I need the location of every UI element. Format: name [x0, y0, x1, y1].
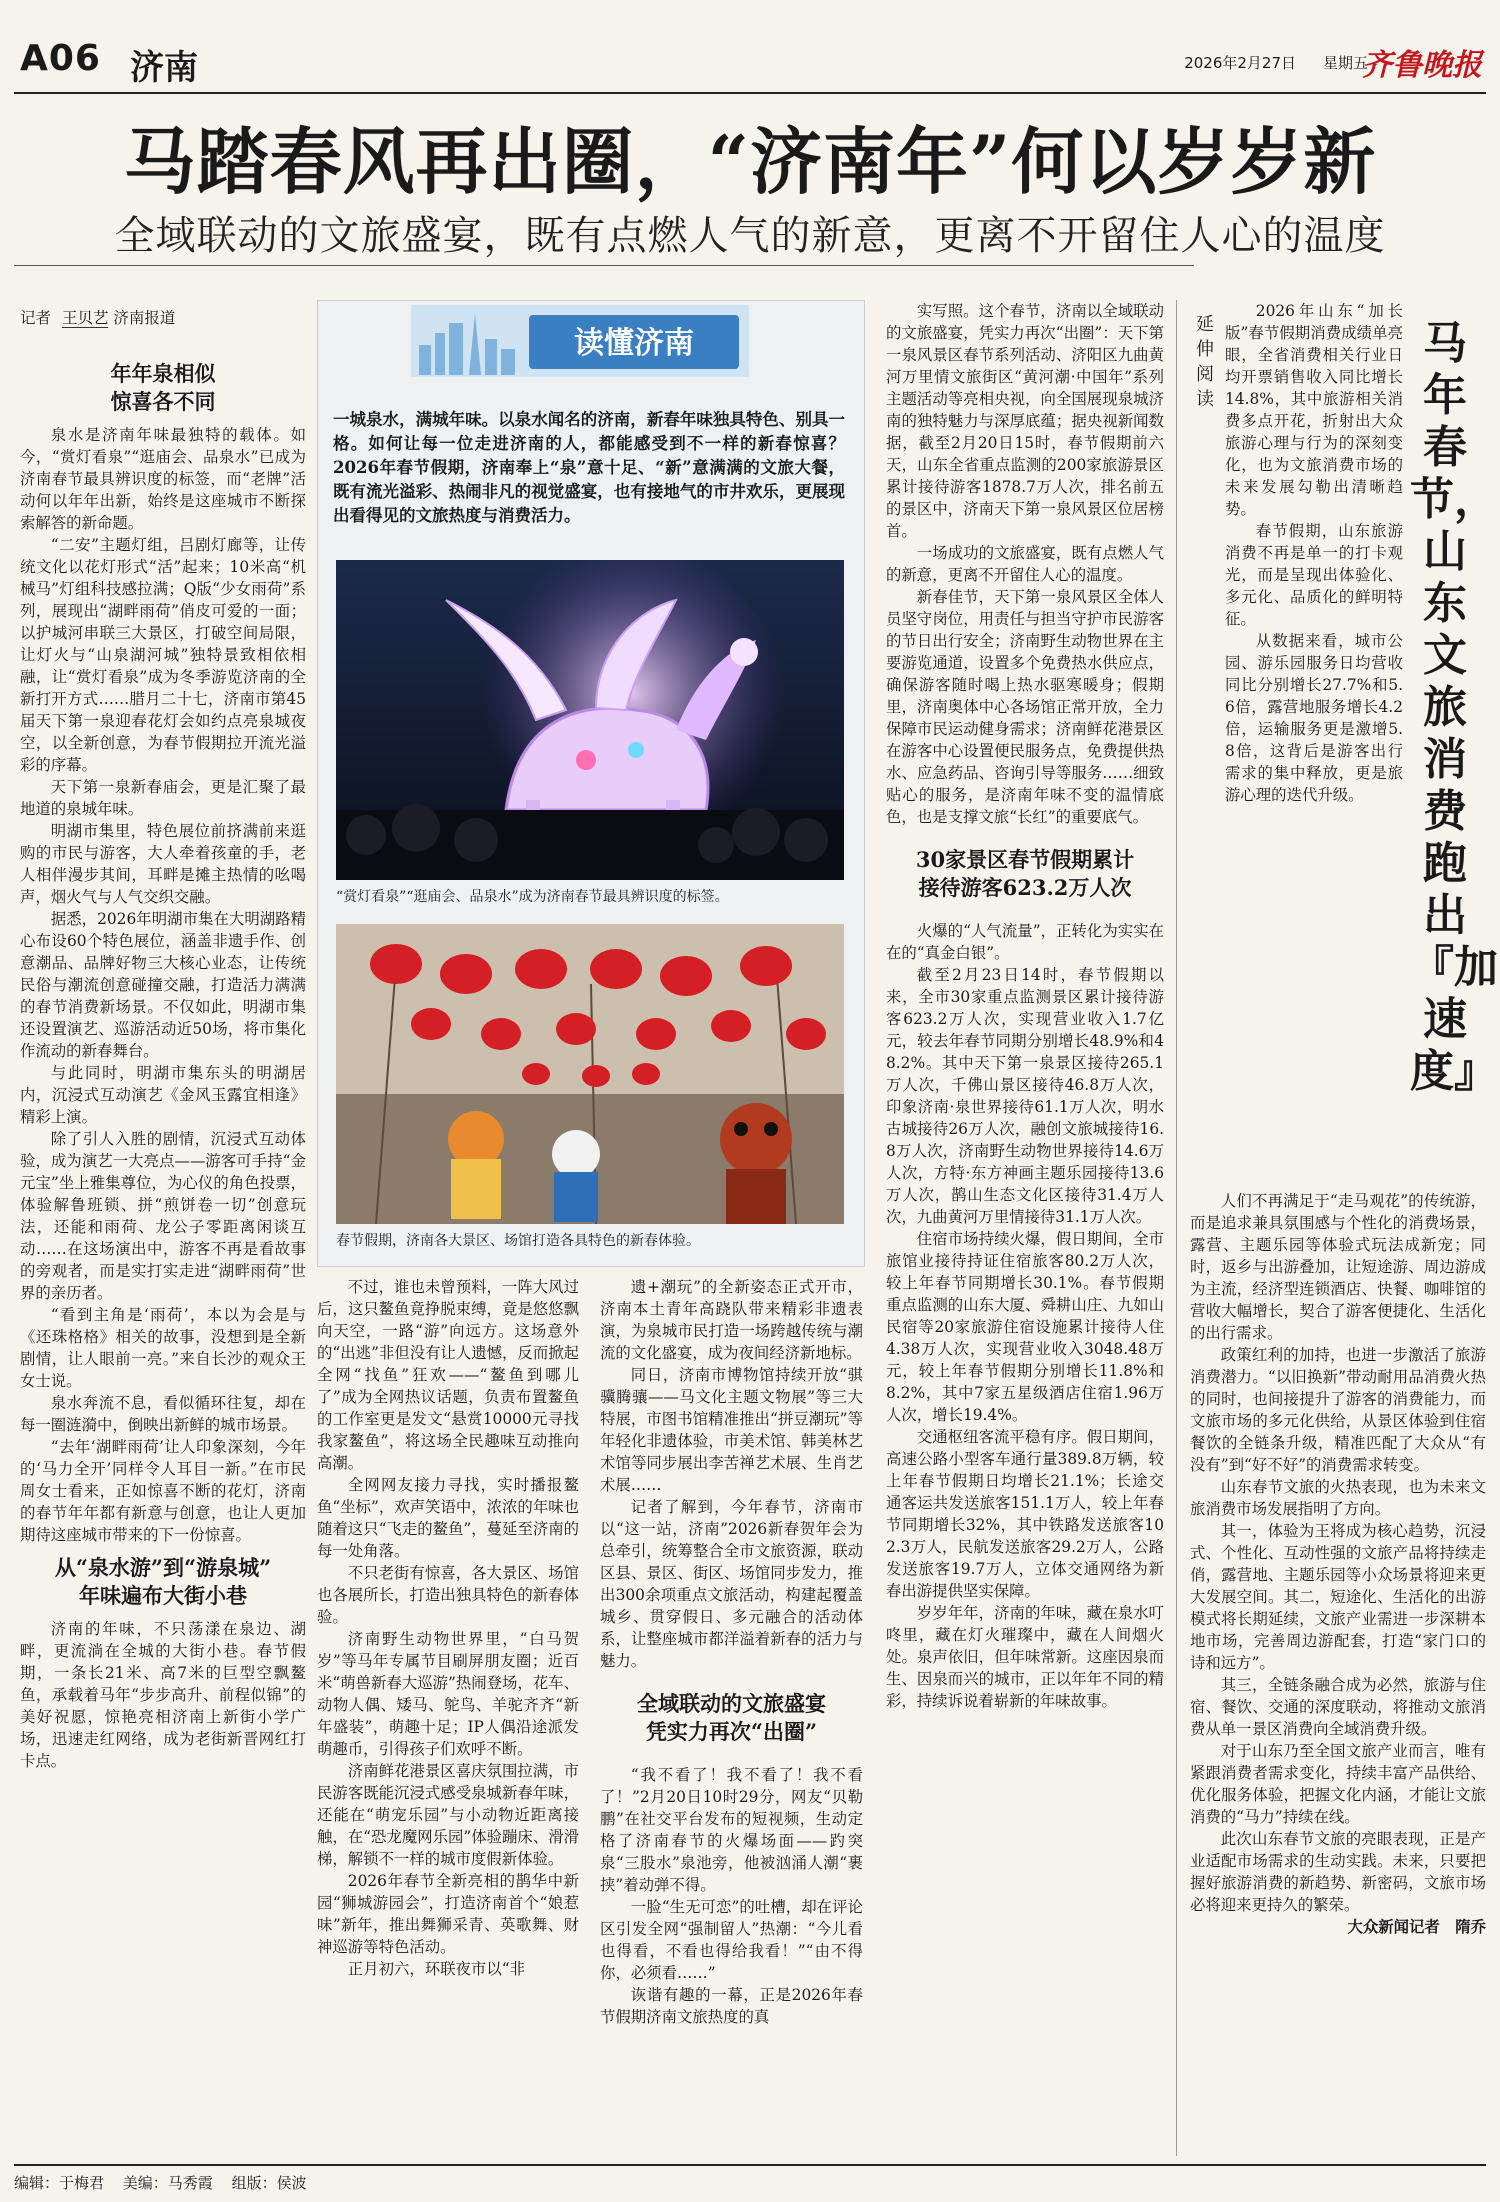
- paragraph: 住宿市场持续火爆，假日期间，全市旅馆业接待持证住宿旅客80.2万人次，较上年春节同期增长30.1%。春节假期重点监测的山东大厦、舜耕山庄、九如山民宿等20家旅游住宿设施累计接待人住4.38万人次，实现营业收入3048.48万元，较上年春节假期分别增长11.8%和8.2%，其中7家五星级酒店住宿1.96万人次，增长19.4%。: [886, 1230, 1164, 1424]
- paragraph: 正月初六，环联夜市以“非: [347, 1960, 525, 1978]
- page-footer: [14, 2164, 1486, 2193]
- paragraph: 明湖市集里，特色展位前挤满前来逛购的市民与游客，大人牵着孩童的手，老人相伴漫步其间，耳畔是摊主热情的吆喝声，烟火气与人气交织交融。: [20, 822, 306, 906]
- paragraph: 截至2月23日14时，春节假期以来，全市30家重点监测景区累计接待游客623.2万人次，实现营业收入1.7亿元，较去年春节同期分别增长48.9%和48.2%。其中天下第一泉景区接待265.1万人次，千佛山景区接待46.8万人次，印象济南·泉世界接待61.1万人次，明水古城接待26万人次，融创文旅城接待16.8万人次，济南野生动物世界接待14.6万人次，方特·东方神画主题乐园接待13.6万人次，鹊山生态文化区接待31.4万人次，九曲黄河万里情接待31.1万人次。: [886, 966, 1164, 1226]
- paragraph: “去年‘湖畔雨荷’让人印象深刻，今年的‘马力全开’同样令人耳目一新。”在市民周女士看来，正如惊喜不断的花灯，济南的春节年年都有新意与创意，也让人更加期待这座城市带来的下一份惊喜。: [20, 1438, 306, 1544]
- paragraph: 与此同时，明湖市集东头的明湖居内，沉浸式互动演艺《金风玉露宜相逢》精彩上演。: [20, 1064, 306, 1126]
- page-number: A06: [20, 38, 101, 79]
- sidebar-column-top: [1225, 300, 1403, 1180]
- paragraph: 不过，谁也未曾预料，一阵大风过后，这只鳌鱼竟挣脱束缚，竟是悠悠飘向天空，一路“游”向远方。这场意外的“出逃”非但没有让人遗憾，反而掀起全网“找鱼”狂欢——“鳌鱼到哪儿了”成为全网热议话题，负责布置鳌鱼的工作室更是发文“悬赏10000元寻找我家鳌鱼”，将这场全民趣味互动推向高潮。: [317, 1278, 579, 1472]
- subheading-4: 30家景区春节假期累计 接待游客623.2万人次: [915, 847, 1135, 900]
- sidebar-divider: [1176, 300, 1177, 2156]
- subheading-3: 全域联动的文旅盛宴 凭实力再次“出圈”: [637, 1691, 826, 1744]
- issue-weekday: 星期五: [1322, 54, 1368, 72]
- paragraph: 除了引人入胜的剧情，沉浸式互动体验，成为演艺一大亮点——游客可手持“金元宝”坐上雅集尊位，为心仪的角色投票，体验解鲁班锁、拼“煎饼卷一切”创意玩法，还能和雨荷、龙公子零距离闲谈互动……在这场演出中，游客不再是看故事的旁观者，而是实打实走进“湖畔雨荷”世界的亲历者。: [20, 1130, 306, 1302]
- article-column-3: [600, 1276, 863, 2156]
- sub-headline: 全域联动的文旅盛宴，既有点燃人气的新意，更离不开留住人心的温度: [114, 213, 1386, 259]
- layout-credit: 组版：侯波: [231, 2174, 307, 2192]
- paragraph: 据悉，2026年明湖市集在大明湖路精心布设60个特色展位，涵盖非遗手作、创意潮品、品牌好物三大核心业态，让传统民俗与潮流创意碰撞交融，打造活力满满的春节消费新场景。不仅如此，明湖市集还设置演艺、巡游活动近50场，将市集化作流动的新春舞台。: [20, 910, 306, 1060]
- byline: [20, 306, 181, 328]
- paragraph: 山东春节文旅的火热表现，也为未来文旅消费市场发展指明了方向。: [1190, 1478, 1486, 1518]
- paragraph: 交通枢纽客流平稳有序。假日期间，高速公路小型客车通行量389.8万辆，较上年春节假期日均增长21.1%；长途交通客运共发送旅客151.1万人，较上年春节同期增长32%，其中铁路发送旅客102.3万人，民航发送旅客29.2万人，公路发送旅客19.7万人，立体交通网络为新春出游提供坚实保障。: [886, 1428, 1164, 1600]
- byline-location: 济南报道: [113, 309, 176, 327]
- paragraph: 对于山东乃至全国文旅产业而言，唯有紧跟消费者需求变化，持续丰富产品供给、优化服务体验，把握文化内涵，才能让文旅消费的“马力”持续在线。: [1190, 1742, 1486, 1826]
- paragraph: 其一，体验为王将成为核心趋势，沉浸式、个性化、互动性强的文旅产品将持续走俏，露营地、主题乐园等小众场景将迎来更大发展空间。其二，短途化、生活化的出游模式将长期延续，文旅产业需进一步深耕本地市场，完善周边游配套，打造“家门口的诗和远方”。: [1190, 1522, 1486, 1672]
- sidebar-signature: 大众新闻记者 隋乔: [1347, 1918, 1486, 1936]
- paragraph: 泉水奔流不息，看似循环往复，却在每一圈涟漪中，倒映出新鲜的城市场景。: [20, 1394, 306, 1434]
- paragraph: “看到主角是‘雨荷’，本以为会是与《还珠格格》相关的故事，没想到是全新剧情，让人眼前一亮。”来自长沙的观众王女士说。: [20, 1306, 306, 1390]
- paragraph: 从数据来看，城市公园、游乐园服务日均营收同比分别增长27.7%和5.6倍，露营地服务增长4.2倍，运输服务更是激增5.8倍，这背后是游客出行需求的集中释放，更是旅游心理的迭代升级。: [1225, 632, 1403, 804]
- feature-banner: [411, 305, 749, 377]
- paragraph: 一场成功的文旅盛宴，既有点燃人气的新意，更离不开留住人心的温度。: [886, 544, 1164, 584]
- paragraph: 不只老街有惊喜，各大景区、场馆也各展所长，打造出独具特色的新春体验。: [317, 1564, 579, 1626]
- headline-rule: [14, 265, 1194, 266]
- article-column-1: [20, 340, 306, 2155]
- paragraph: 2026年山东“加长版”春节假期消费成绩单亮眼，全省消费相关行业日均开票销售收入同比增长14.8%，其中旅游相关消费多点开花，折射出大众旅游心理与行为的深刻变化，也为文旅消费市场的未来发展勾勒出清晰趋势。: [1225, 302, 1403, 518]
- paragraph: 天下第一泉新春庙会，更是汇聚了最地道的泉城年味。: [20, 778, 306, 818]
- feature-intro: 一城泉水，满城年味。以泉水闻名的济南，新春年味独具特色、别具一格。如何让每一位走进济南的人，都能感受到不一样的新春惊喜？2026年春节假期，济南奉上“泉”意十足、“新”意满满的文旅大餐，既有流光溢彩、热闹非凡的视觉盛宴，也有接地气的市井欢乐，更展现出看得见的文旅热度与消费活力。: [333, 410, 845, 525]
- paragraph: 同日，济南市博物馆持续开放“骐骥腾骧——马文化主题文物展”等三大特展，市图书馆精准推出“拼豆潮玩”等年轻化非遗体验，市美术馆、韩美林艺术馆等同步展出李苦禅艺术展、生肖艺术展……: [600, 1366, 863, 1494]
- photo-caption-2: 春节假期，济南各大景区、场馆打造各具特色的新春体验。: [336, 1233, 700, 1249]
- sidebar-column-bottom: [1190, 1190, 1486, 2156]
- col1-body: [20, 424, 306, 1546]
- paragraph: 人们不再满足于“走马观花”的传统游，而是追求兼具氛围感与个性化的消费场景，露营、主题乐园等体验式玩法成新宠；同时，返乡与出游叠加，让短途游、周边游成为主流，经济型连锁酒店、快餐、咖啡馆的营收大幅增长，契合了游客便捷化、生活化的出行需求。: [1190, 1192, 1486, 1342]
- paragraph: 全网网友接力寻找，实时播报鳌鱼“坐标”，欢声笑语中，浓浓的年味也随着这只“飞走的鳌鱼”，蔓延至济南的每一处角落。: [317, 1476, 579, 1560]
- paragraph: 济南鲜花港景区喜庆氛围拉满，市民游客既能沉浸式感受泉城新春年味，还能在“萌宠乐园”与小动物近距离接触，在“恐龙魔网乐园”体验蹦床、滑滑梯，解锁不一样的城市度假新体验。: [317, 1762, 579, 1868]
- article-column-2: [317, 1276, 579, 2156]
- paragraph: 2026年春节全新亮相的鹊华中新园“狮城游园会”，打造济南首个“娘惹味”新年，推出舞狮采青、英歌舞、财神巡游等特色活动。: [317, 1872, 579, 1956]
- photo-caption-1: “赏灯看泉”“逛庙会、品泉水”成为济南春节最具辨识度的标签。: [336, 889, 729, 905]
- extended-reading-tag: 延伸阅读: [1196, 314, 1214, 410]
- feature-banner-title: 读懂济南: [574, 326, 694, 361]
- subheading-1: 年年泉相似 惊喜各不同: [110, 361, 216, 414]
- subheading-2: 从“泉水游”到“游泉城” 年味遍布大街小巷: [54, 1555, 272, 1608]
- sidebar-title: 马年春节，山东文旅消费跑出『加速度』: [1410, 318, 1498, 1097]
- byline-name: 王贝艺: [61, 309, 109, 327]
- paragraph: 此次山东春节文旅的亮眼表现，正是产业适配市场需求的生动实践。未来，只要把握好旅游消费的新趋势、新密码，文旅市场必将迎来更持久的繁荣。: [1190, 1830, 1486, 1914]
- paragraph: 泉水是济南年味最独特的载体。如今，“赏灯看泉”“逛庙会、品泉水”已成为济南春节最具辨识度的标签，而“老牌”活动何以年年出新，始终是这座城市不断探索解答的新命题。: [20, 426, 306, 532]
- editor-credit: 编辑：于梅君: [14, 2174, 105, 2192]
- lantern-festival-photo: [336, 924, 844, 1224]
- paragraph: 实写照。这个春节，济南以全域联动的文旅盛宴，凭实力再次“出圈”：天下第一泉风景区春节系列活动、济阳区九曲黄河万里情文旅街区“黄河潮·中国年”系列主题活动等亮相央视，向全国展现泉城济南的独特魅力与深厚底蕴；据央视新闻数据，截至2月20日15时，春节假期前六天，山东全省重点监测的200家旅游景区累计接待游客1878.7万人次，排名前五的景区中，济南天下第一泉风景区位居榜首。: [886, 302, 1164, 540]
- paragraph: 记者了解到，今年春节，济南市以“这一站，济南”2026新春贺年会为总牵引，统筹整合全市文旅资源，联动区县、景区、街区、场馆同步发力，推出300余项重点文旅活动，构建起覆盖城乡、贯穿假日、多元融合的活动体系，让整座城市都洋溢着新春的活力与魅力。: [600, 1498, 863, 1670]
- lantern-horse-photo: [336, 560, 844, 880]
- newspaper-logo: 齐鲁晚报: [1362, 48, 1482, 83]
- article-column-4: [886, 300, 1164, 2156]
- section-name: 济南: [130, 48, 198, 88]
- paragraph: “我不看了！我不看了！我不看了！”2月20日10时29分，网友“贝勒鹏”在社交平台发布的短视频，生动定格了济南春节的火爆场面——趵突泉“三股水”泉池旁，他被汹涌人潮“裹挟”着动弹不得。: [600, 1766, 863, 1894]
- paragraph: 春节假期，山东旅游消费不再是单一的打卡观光，而是呈现出体验化、多元化、品质化的鲜明特征。: [1225, 522, 1403, 628]
- paragraph: 诙谐有趣的一幕，正是2026年春节假期济南文旅热度的真: [600, 1986, 863, 2026]
- paragraph: 济南的年味，不只荡漾在泉边、湖畔，更流淌在全城的大街小巷。春节假期，一条长21米、高7米的巨型空飘鳌鱼，承载着马年“步步高升、前程似锦”的美好祝愿，惊艳亮相济南上新街小学广场，迅速走红网络，成为老街新晋网红打卡点。: [20, 1620, 306, 1770]
- paragraph: 政策红利的加持，也进一步激活了旅游消费潜力。“以旧换新”带动耐用品消费火热的同时，也间接提升了游客的消费能力，而文旅市场的多元化供给，从景区体验到住宿餐饮的全链条升级，精准匹配了大众从“有没有”到“好不好”的消费需求转变。: [1190, 1346, 1486, 1474]
- paragraph: 济南野生动物世界里，“白马贺岁”等马年专属节目刷屏朋友圈；近百米“萌兽新春大巡游”热闹登场，花车、动物人偶、矮马、鸵鸟、羊驼齐齐“新年盛装”，萌趣十足；IP人偶沿途派发萌趣币，引得孩子们欢呼不断。: [317, 1630, 579, 1758]
- paragraph: 一脸“生无可恋”的吐槽，却在评论区引发全网“强制留人”热潮：“今儿看也得看，不看也得给我看！”“由不得你，必须看……”: [600, 1898, 863, 1982]
- paragraph: 其三，全链条融合成为必然，旅游与住宿、餐饮、交通的深度联动，将推动文旅消费从单一景区消费向全域消费升级。: [1190, 1676, 1486, 1738]
- paragraph: 新春佳节，天下第一泉风景区全体人员坚守岗位，用责任与担当守护市民游客的节日出行安全；济南野生动物世界在主要游览通道，设置多个免费热水供应点，确保游客随时喝上热水驱寒暖身；假期里，济南奥体中心各场馆正常开放，全力保障市民运动健身需求；济南鲜花港景区在游客中心设置便民服务点，免费提供热水、应急药品、咨询引导等服务……细致贴心的服务，是济南年味不变的温情底色，也是支撑文旅“长红”的重要底气。: [886, 588, 1164, 826]
- page-header: [14, 34, 1486, 94]
- main-headline: 马踏春风再出圈，“济南年”何以岁岁新: [123, 119, 1377, 204]
- paragraph: 遗+潮玩”的全新姿态正式开市，济南本土青年高跷队带来精彩非遗表演，为泉城市民打造一场跨越传统与潮流的文化盛宴，成为夜间经济新地标。: [600, 1278, 863, 1362]
- issue-date: 2026年2月27日: [1184, 54, 1296, 72]
- paragraph: 火爆的“人气流量”，正转化为实实在在的“真金白银”。: [886, 922, 1164, 962]
- paragraph: 岁岁年年，济南的年味，藏在泉水叮咚里，藏在灯火璀璨中，藏在人间烟火处。泉声依旧，但年味常新。这座因泉而生、因泉而兴的城市，正以年年不同的精彩，持续诉说着崭新的年味故事。: [886, 1604, 1164, 1710]
- byline-role: 记者: [20, 309, 52, 327]
- paragraph: “二安”主题灯组，吕剧灯廊等，让传统文化以花灯形式“活”起来；10米高“机械马”灯组科技感拉满；Q版“少女雨荷”系列，展现出“湖畔雨荷”俏皮可爱的一面；以护城河串联三大景区，打破空间局限，让灯火与“山泉湖河城”独特景致相依相融，让“赏灯看泉”成为冬季游览济南的全新打开方式……腊月二十七，济南市第45届天下第一泉迎春花灯会如约点亮泉城夜空，以全新创意，为春节假期拉开流光溢彩的序幕。: [20, 536, 306, 774]
- designer-credit: 美编：马秀霞: [122, 2174, 213, 2192]
